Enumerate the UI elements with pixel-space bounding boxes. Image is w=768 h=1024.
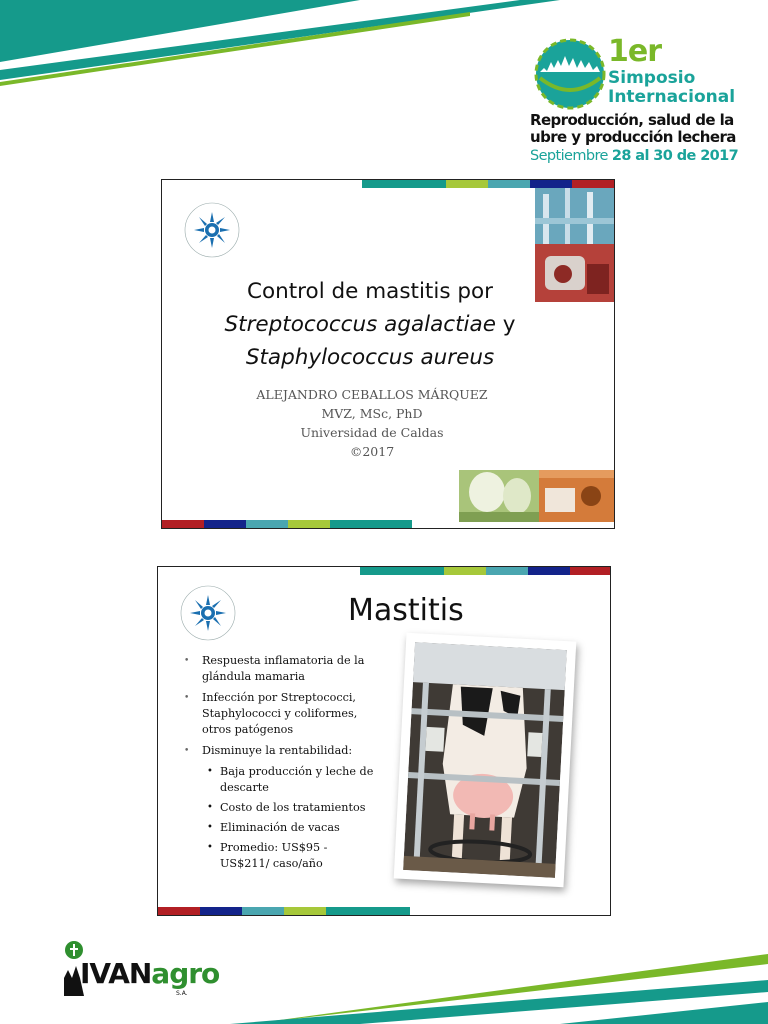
author-institution: Universidad de Caldas [300,425,444,440]
slide-bottom-colorbar [162,520,412,528]
cow-photo-frame [394,633,577,888]
list-item: • Respuesta inﬂamatoria de la glándula mamaria [180,653,380,685]
bullet-list [180,653,380,876]
universidad-de-caldas-seal-icon [178,583,238,643]
slide-bottom-colorbar [158,907,410,915]
ivanagro-suffix: S.A. [176,990,188,997]
symposium-badge-icon [534,38,606,110]
slide-top-colorbar [360,567,611,575]
slide-mastitis [157,566,611,916]
sub-list-item: • Eliminación de vacas [180,820,380,836]
sub-list-item: • Baja producción y leche de descarte [180,764,380,796]
symposium-date: Septiembre 28 al 30 de 2017 [530,148,739,164]
udder-closeup-photo [459,470,539,522]
slide-title [161,179,615,529]
ivanagro-logo [62,940,220,1000]
copyright-year: ©2017 [349,444,395,459]
list-item: • Disminuye la rentabilidad: [180,743,380,759]
slide-title-text: Control de mastitis por Streptococcus agalactiae y Staphylococcus aureus [224,279,516,370]
milking-parlor-photo [535,188,615,244]
sub-list-item: • Promedio: US$95 - US$211/ caso/año [180,840,380,872]
symposium-ordinal: 1er [608,34,662,69]
cow-in-milking-stall-photo [403,642,567,878]
milking-equipment-photo [535,244,615,302]
ivanagro-wordmark: IVANagro [80,957,220,990]
milking-unit-photo [539,470,615,522]
symposium-line-1: Simposio [608,68,696,88]
slide-heading: Mastitis [348,593,464,628]
symposium-logo [528,36,764,168]
sub-list-item: • Costo de los tratamientos [180,800,380,816]
slide-top-colorbar [362,180,614,188]
author-degrees: MVZ, MSc, PhD [321,406,423,421]
author-name: ALEJANDRO CEBALLOS MÁRQUEZ [256,387,488,402]
list-item: • Infección por Streptococci, Staphylococci y coliformes, otros patógenos [180,690,380,738]
symposium-subtitle-2: ubre y producción lechera [530,128,736,146]
symposium-subtitle-1: Reproducción, salud de la [530,111,734,129]
slide-author-block [242,385,502,461]
symposium-line-2: Internacional [608,87,736,107]
universidad-de-caldas-seal-icon [182,200,242,260]
